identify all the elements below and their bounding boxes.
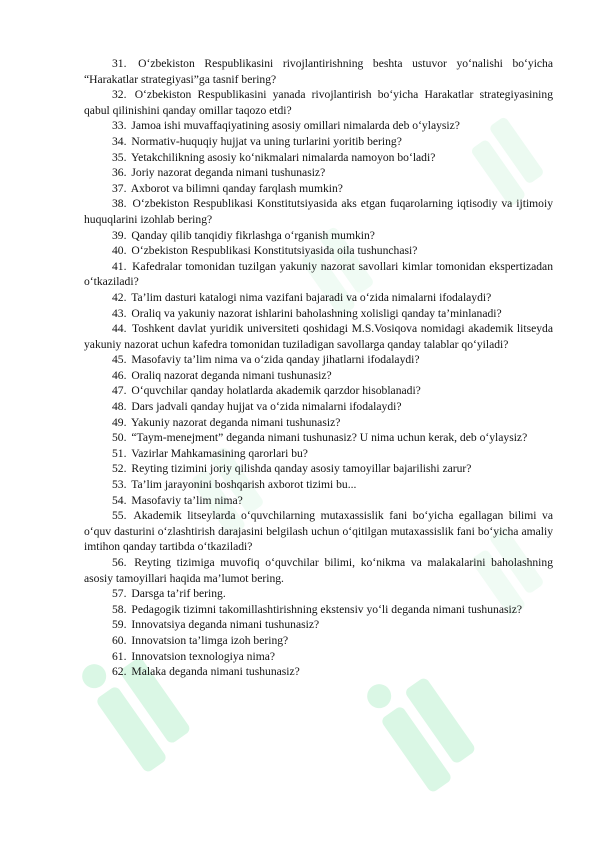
question-text: Yakuniy nazorat deganda nimani tushunasiz? — [130, 415, 341, 429]
question-text: O‘zbekiston Respublikasi Konstitutsiyasida aks etgan fuqarolarning iqtisodiy va ijtimoiy huquqlarini izohlab bering? — [84, 197, 553, 226]
question-number: 56. — [112, 556, 127, 569]
question-text: Ta’lim dasturi katalogi nima vazifani bajaradi va o‘zida nimalarni ifodalaydi? — [131, 290, 492, 304]
question-number: 48. — [112, 400, 127, 414]
question-item — [84, 196, 553, 227]
question-number: 55. — [112, 509, 127, 523]
question-text: Reyting tizimini joriy qilishda qanday asosiy tamoyillar bajarilishi zarur? — [131, 462, 472, 476]
question-item — [84, 56, 553, 87]
question-text: Joriy nazorat deganda nimani tushunasiz? — [131, 166, 326, 180]
question-item — [84, 165, 553, 181]
question-text: Vazirlar Mahkamasining qarorlari bu? — [131, 446, 308, 460]
question-text: Darsga ta’rif bering. — [131, 587, 226, 601]
question-text: Normativ-huquqiy hujjat va uning turlarini yoritib bering? — [131, 134, 402, 148]
question-text: Oraliq nazorat deganda nimani tushunasiz? — [131, 368, 332, 382]
question-item — [84, 633, 553, 649]
question-text: Reyting tizimiga muvofiq o‘quvchilar bilimi, ko‘nikma va malakalarini baholashning asosiy tamoyillari haqida ma’lumot bering. — [84, 556, 553, 585]
question-text: Innovatsion texnologiya nima? — [131, 649, 276, 663]
question-text: Ta’lim jarayonini boshqarish axborot tizimi bu... — [131, 478, 357, 492]
question-number: 36. — [112, 166, 127, 180]
question-item — [84, 306, 553, 322]
question-text: Pedagogik tizimni takomillashtirishning ekstensiv yo‘li deganda nimani tushunasiz? — [131, 602, 522, 616]
question-item — [84, 555, 553, 586]
question-item — [84, 602, 553, 618]
question-text: Masofaviy ta’lim nima va o‘zida qanday jihatlarni ifodalaydi? — [131, 353, 420, 367]
question-text: Innovatsiya deganda nimani tushunasiz? — [131, 618, 320, 632]
question-text: Toshkent davlat yuridik universiteti qoshidagi M.S.Vosiqova nomidagi akademik litseyda yakuniy nazorat uchun kafedra tomonidan tuziladigan savollarga qanday talablar qo‘yiladi? — [84, 322, 553, 351]
question-item — [84, 415, 553, 431]
question-text: Yetakchilikning asosiy ko‘nikmalari nimalarda namoyon bo‘ladi? — [130, 150, 436, 164]
question-item — [84, 383, 553, 399]
question-item — [84, 290, 553, 306]
question-item — [84, 493, 553, 509]
question-item — [84, 352, 553, 368]
question-item — [84, 368, 553, 384]
question-item — [84, 649, 553, 665]
question-number: 39. — [112, 228, 127, 242]
question-item — [84, 399, 553, 415]
question-item — [84, 134, 553, 150]
question-item — [84, 87, 553, 118]
question-text: O‘zbekiston Respublikasi Konstitutsiyasida oila tushunchasi? — [131, 244, 418, 258]
question-number: 54. — [112, 493, 127, 507]
question-text: Oraliq va yakuniy nazorat ishlarini baholashning xolisligi qanday ta’minlanadi? — [131, 306, 502, 320]
question-item — [84, 259, 553, 290]
question-number: 34. — [112, 134, 127, 148]
question-number: 45. — [112, 353, 127, 367]
question-item — [84, 477, 553, 493]
question-item — [84, 430, 553, 446]
question-text: Kafedralar tomonidan tuzilgan yakuniy nazorat savollari kimlar tomonidan ekspertizadan o‘tkaziladi? — [84, 259, 553, 289]
question-item — [84, 508, 553, 555]
question-number: 60. — [112, 633, 127, 647]
question-number: 35. — [112, 150, 127, 164]
question-number: 38. — [112, 197, 127, 211]
question-number: 40. — [112, 244, 127, 258]
question-number: 57. — [112, 587, 127, 601]
question-text: Malaka deganda nimani tushunasiz? — [131, 665, 300, 679]
question-number: 44. — [112, 322, 127, 336]
question-text: Akademik litseylarda o‘quvchilarning mutaxassislik fani bo‘yicha egallagan bilimi va o‘quv dasturini o‘zlashtirish darajasini belgilash uchun o‘qitilgan mutaxassislik fani bo‘yicha amaliy imtihon qanday tartibda o‘tkaziladi? — [84, 509, 553, 554]
question-number: 37. — [112, 181, 127, 195]
question-number: 41. — [112, 259, 127, 273]
question-number: 52. — [112, 462, 127, 476]
question-item — [84, 118, 553, 134]
question-number: 47. — [112, 384, 127, 398]
question-number: 50. — [112, 431, 127, 445]
question-text: Jamoa ishi muvaffaqiyatining asosiy omillari nimalarda deb o‘ylaysiz? — [131, 119, 460, 133]
question-text: O‘quvchilar qanday holatlarda akademik qarzdor hisoblanadi? — [131, 384, 421, 398]
question-number: 32. — [112, 88, 127, 102]
question-number: 59. — [112, 618, 127, 632]
question-number: 51. — [112, 446, 127, 460]
question-item — [84, 664, 553, 680]
question-text: “Taym-menejment” deganda nimani tushunasiz? U nima uchun kerak, deb o‘ylaysiz? — [131, 431, 528, 445]
question-item — [84, 228, 553, 244]
question-text: O‘zbekiston Respublikasini yanada rivojlantirish bo‘yicha Harakatlar strategiyasining qabul qilinishini qanday omillar taqozo etdi? — [84, 88, 553, 117]
question-item — [84, 243, 553, 259]
question-text: Masofaviy ta’lim nima? — [131, 493, 243, 507]
question-text: Axborot va bilimni qanday farqlash mumkin? — [130, 181, 343, 195]
question-item — [84, 617, 553, 633]
question-number: 43. — [112, 306, 127, 320]
question-number: 33. — [112, 119, 127, 133]
question-item — [84, 586, 553, 602]
question-number: 58. — [112, 602, 127, 616]
question-text: Qanday qilib tanqidiy fikrlashga o‘rganish mumkin? — [131, 228, 375, 242]
question-number: 62. — [112, 665, 127, 679]
question-number: 53. — [112, 478, 127, 492]
question-text: Dars jadvali qanday hujjat va o‘zida nimalarni ifodalaydi? — [131, 400, 402, 414]
question-number: 61. — [112, 649, 127, 663]
question-number: 31. — [112, 57, 127, 70]
question-item — [84, 150, 553, 166]
question-number: 49. — [112, 415, 127, 429]
question-item — [84, 181, 553, 197]
question-number: 46. — [112, 368, 127, 382]
question-item — [84, 446, 553, 462]
question-number: 42. — [112, 290, 127, 304]
question-text: O‘zbekiston Respublikasini rivojlantirishning beshta ustuvor yo‘nalishi bo‘yicha “Harakatlar strategiyasi”ga tasnif bering? — [84, 57, 554, 86]
question-text: Innovatsion ta’limga izoh bering? — [131, 633, 289, 647]
question-item — [84, 321, 553, 352]
question-list — [84, 56, 553, 680]
question-item — [84, 461, 553, 477]
